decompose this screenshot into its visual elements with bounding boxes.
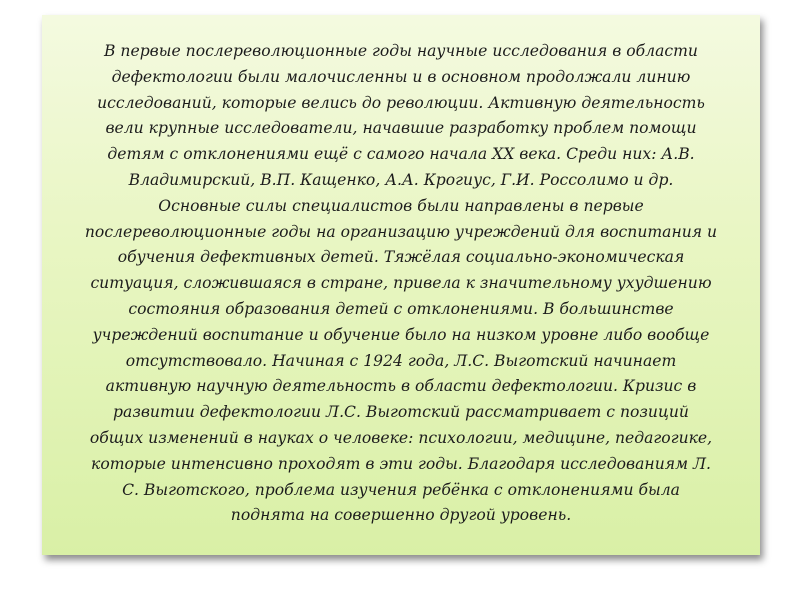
text-line: активную научную деятельность в области дефектологии. Кризис в — [105, 377, 697, 396]
text-line: детям с отклонениями ещё с самого начала XX века. Среди них: А.В. — [107, 145, 695, 164]
text-line: ситуация, сложившаяся в стране, привела к значительному ухудшению — [90, 274, 712, 293]
text-line: состояния образования детей с отклонениями. В большинстве — [128, 299, 674, 318]
text-line: вели крупные исследователи, начавшие разработку проблем помощи — [105, 119, 697, 138]
text-line: общих изменений в науках о человеке: психологии, медицине, педагогике, — [89, 428, 713, 447]
text-line: развитии дефектологии Л.С. Выготский рассматривает с позиций — [113, 403, 689, 422]
text-line: обучения дефективных детей. Тяжёлая социально-экономическая — [117, 248, 685, 267]
text-line: которые интенсивно проходят в эти годы. Благодаря исследованиям Л. — [91, 454, 711, 473]
text-line: поднята на совершенно другой уровень. — [230, 506, 572, 525]
text-line: послереволюционные годы на организацию учреждений для воспитания и — [84, 222, 718, 241]
text-line: исследований, которые велись до революции. Активную деятельность — [97, 93, 705, 112]
text-line: дефектологии были малочисленны и в основном продолжали линию — [111, 67, 691, 86]
text-line: С. Выготского, проблема изучения ребёнка с отклонениями была — [122, 480, 680, 499]
body-paragraph — [50, 39, 752, 529]
text-box — [42, 15, 760, 555]
text-line: отсутствовало. Начиная с 1924 года, Л.С. Выготский начинает — [125, 351, 677, 370]
text-line: учреждений воспитание и обучение было на низком уровне либо вообще — [92, 325, 710, 344]
text-line: Владимирский, В.П. Кащенко, А.А. Крогиус, Г.И. Россолимо и др. — [128, 170, 674, 189]
text-line: В первые послереволюционные годы научные исследования в области — [104, 42, 698, 60]
text-line: Основные силы специалистов были направлены в первые — [158, 196, 644, 215]
